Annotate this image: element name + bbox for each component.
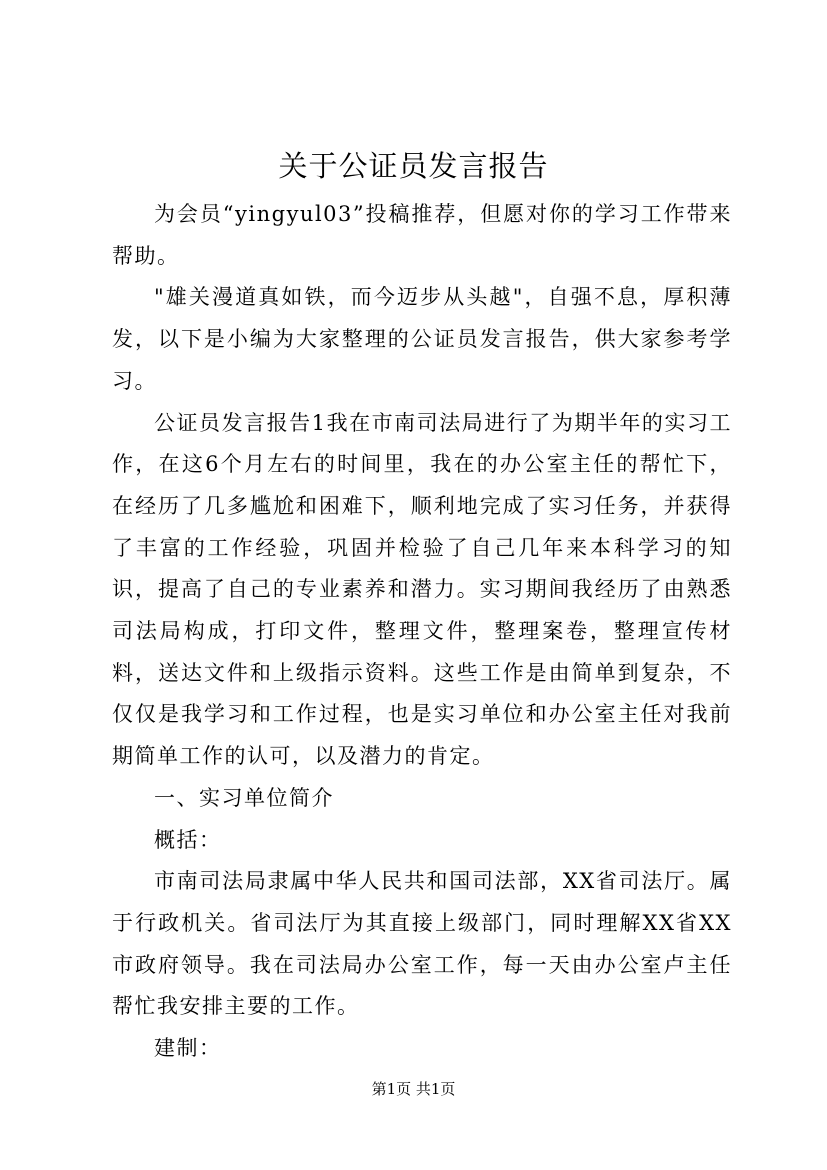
page-footer: 第1页 共1页 <box>371 1080 456 1098</box>
paragraph-quote: "雄关漫道真如铁，而今迈步从头越"，自强不息，厚积薄发，以下是小编为大家整理的公证员发言报告，供大家参考学习。 <box>112 285 732 393</box>
paragraph-report: 公证员发言报告1我在市南司法局进行了为期半年的实习工作，在这6个月左右的时间里，我在的办公室主任的帮忙下，在经历了几多尴尬和困难下，顺利地完成了实习任务，并获得了丰富的工作经验，巩固并检验了自己几年来本科学习的知识，提高了自己的专业素养和潜力。实习期间我经历了由熟悉司法局构成，打印文件，整理文件，整理案卷，整理宣传材料，送达文件和上级指示资料。这些工作是由简单到复杂，不仅仅是我学习和工作过程，也是实习单位和办公室主任对我前期简单工作的认可，以及潜力的肯定。 <box>112 410 732 769</box>
subheading-structure: 建制： <box>154 1036 222 1061</box>
section-heading: 一、实习单位简介 <box>154 785 334 810</box>
paragraph-intro: 为会员“yingyul03”投稿推荐，但愿对你的学习工作带来帮助。 <box>112 202 732 268</box>
document-body <box>112 194 732 1070</box>
subheading-overview: 概括： <box>154 827 222 852</box>
document-title: 关于公证员发言报告 <box>278 149 549 183</box>
paragraph-overview: 市南司法局隶属中华人民共和国司法部，XX省司法厅。属于行政机关。省司法厅为其直接上级部门，同时理解XX省XX市政府领导。我在司法局办公室工作，每一天由办公室卢主任帮忙我安排主要的工作。 <box>112 869 732 1019</box>
